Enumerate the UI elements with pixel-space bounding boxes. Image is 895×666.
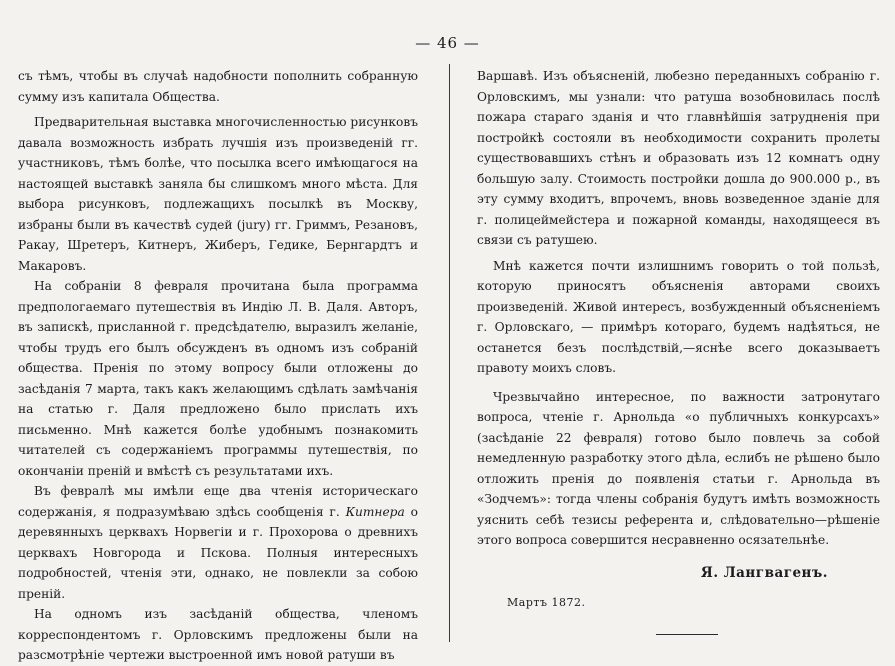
paragraph: Мнѣ кажется почти излишнимъ говорить о той пользѣ, которую приносятъ объясненія авторами своихъ произведеній. Живой интересъ, возбужденный объясненіемъ г. Орловскаго, — примѣръ котораго, будемъ надѣяться, не останется безъ послѣдствій,—яснѣе всего доказываетъ правоту моихъ словъ. xyxy=(477,258,880,375)
paragraph: На собраніи 8 февраля прочитана была программа предпологаемаго путешествія въ Индію Л. В. Даля. Авторъ, въ запискѣ, присланной г. предсѣдателю, выразилъ желаніе, чтобы трудъ его былъ обсужденъ въ одномъ изъ собраній общества. Пренія по этому вопросу были отложены до засѣданія 7 марта, такъ какъ желающимъ сдѣлать замѣчанія на статью г. Даля предложено было прислать ихъ письменно. Мнѣ кажется болѣе удобнымъ познакомить читателей съ содержаніемъ программы путешествія, по окончаніи преній и вмѣстѣ съ результатами ихъ. xyxy=(18,279,418,478)
author-signature: Я. Лангвагенъ. xyxy=(700,564,828,581)
paragraph: Варшавѣ. Изъ объясненій, любезно переданныхъ собранію г. Орловскимъ, мы узнали: что ратуша возобновилась послѣ пожара стараго зданія и что главнѣйшія затрудненія при постройкѣ состояли въ необходимости сохранить пролеты существовавшихъ стѣнъ и образовать изъ 12 комнатъ одну большую залу. Стоимость постройки дошла до 900.000 р., въ эту сумму входитъ, впрочемъ, вновь возведенное зданіе для г. полицеймейстера и пожарной команды, находящееся въ связи съ ратушею. xyxy=(477,69,880,247)
page-number: — 46 — xyxy=(415,34,480,52)
paragraph: Чрезвычайно интересное, по важности затронутаго вопроса, чтеніе г. Арнольда «о публичныхъ конкурсахъ» (засѣданіе 22 февраля) готово было повлечь за собой немедленную разработку этого дѣла, еслибъ не рѣшено было отложить пренія до появленія статьи г. Арнольда въ «Зодчемъ»: тогда члены собранія будутъ имѣть возможность уяснить себѣ тезисы референта и, слѣдовательно—рѣшеніе этого вопроса совершится несравненно осязательнѣе. xyxy=(477,389,880,547)
date-line: Мартъ 1872. xyxy=(507,596,586,609)
paragraph-text: о деревянныхъ церквахъ Норвегіи и г. Прохорова о древнихъ церквахъ Новгорода и Пскова. Полныя интересныхъ подробностей, чтенія эти, однако, не повлекли за собою преній. xyxy=(18,504,418,601)
column-divider xyxy=(449,64,450,642)
paragraph-text: Въ февралѣ мы имѣли еще два чтенія историческаго содержанія, я подразумѣваю здѣсь сообщенія г. xyxy=(18,484,418,519)
left-column xyxy=(18,66,418,666)
italic-name: Китнера xyxy=(345,504,405,519)
closing-rule xyxy=(656,634,718,635)
paragraph: На одномъ изъ засѣданій общества, членомъ корреспондентомъ г. Орловскимъ предложены были на разсмотрѣніе чертежи выстроенной имъ новой ратуши въ xyxy=(18,607,418,662)
paragraph: Предварительная выставка многочисленностью рисунковъ давала возможность избрать лучшія изъ произведеній гг. участниковъ, тѣмъ болѣе, что посылка всего имѣющагося на настоящей выставкѣ заняла бы слишкомъ много мѣста. Для выбора рисунковъ, подлежащихъ посылкѣ въ Москву, избраны были въ качествѣ судей (jury) гг. Гриммъ, Резановъ, Ракау, Шретеръ, Китнеръ, Жиберъ, Гедике, Бернгардтъ и Макаровъ. xyxy=(18,115,419,273)
paragraph: съ тѣмъ, чтобы въ случаѣ надобности пополнить собранную сумму изъ капитала Общества. xyxy=(18,69,418,104)
right-column xyxy=(477,66,880,635)
paragraph xyxy=(18,481,418,604)
